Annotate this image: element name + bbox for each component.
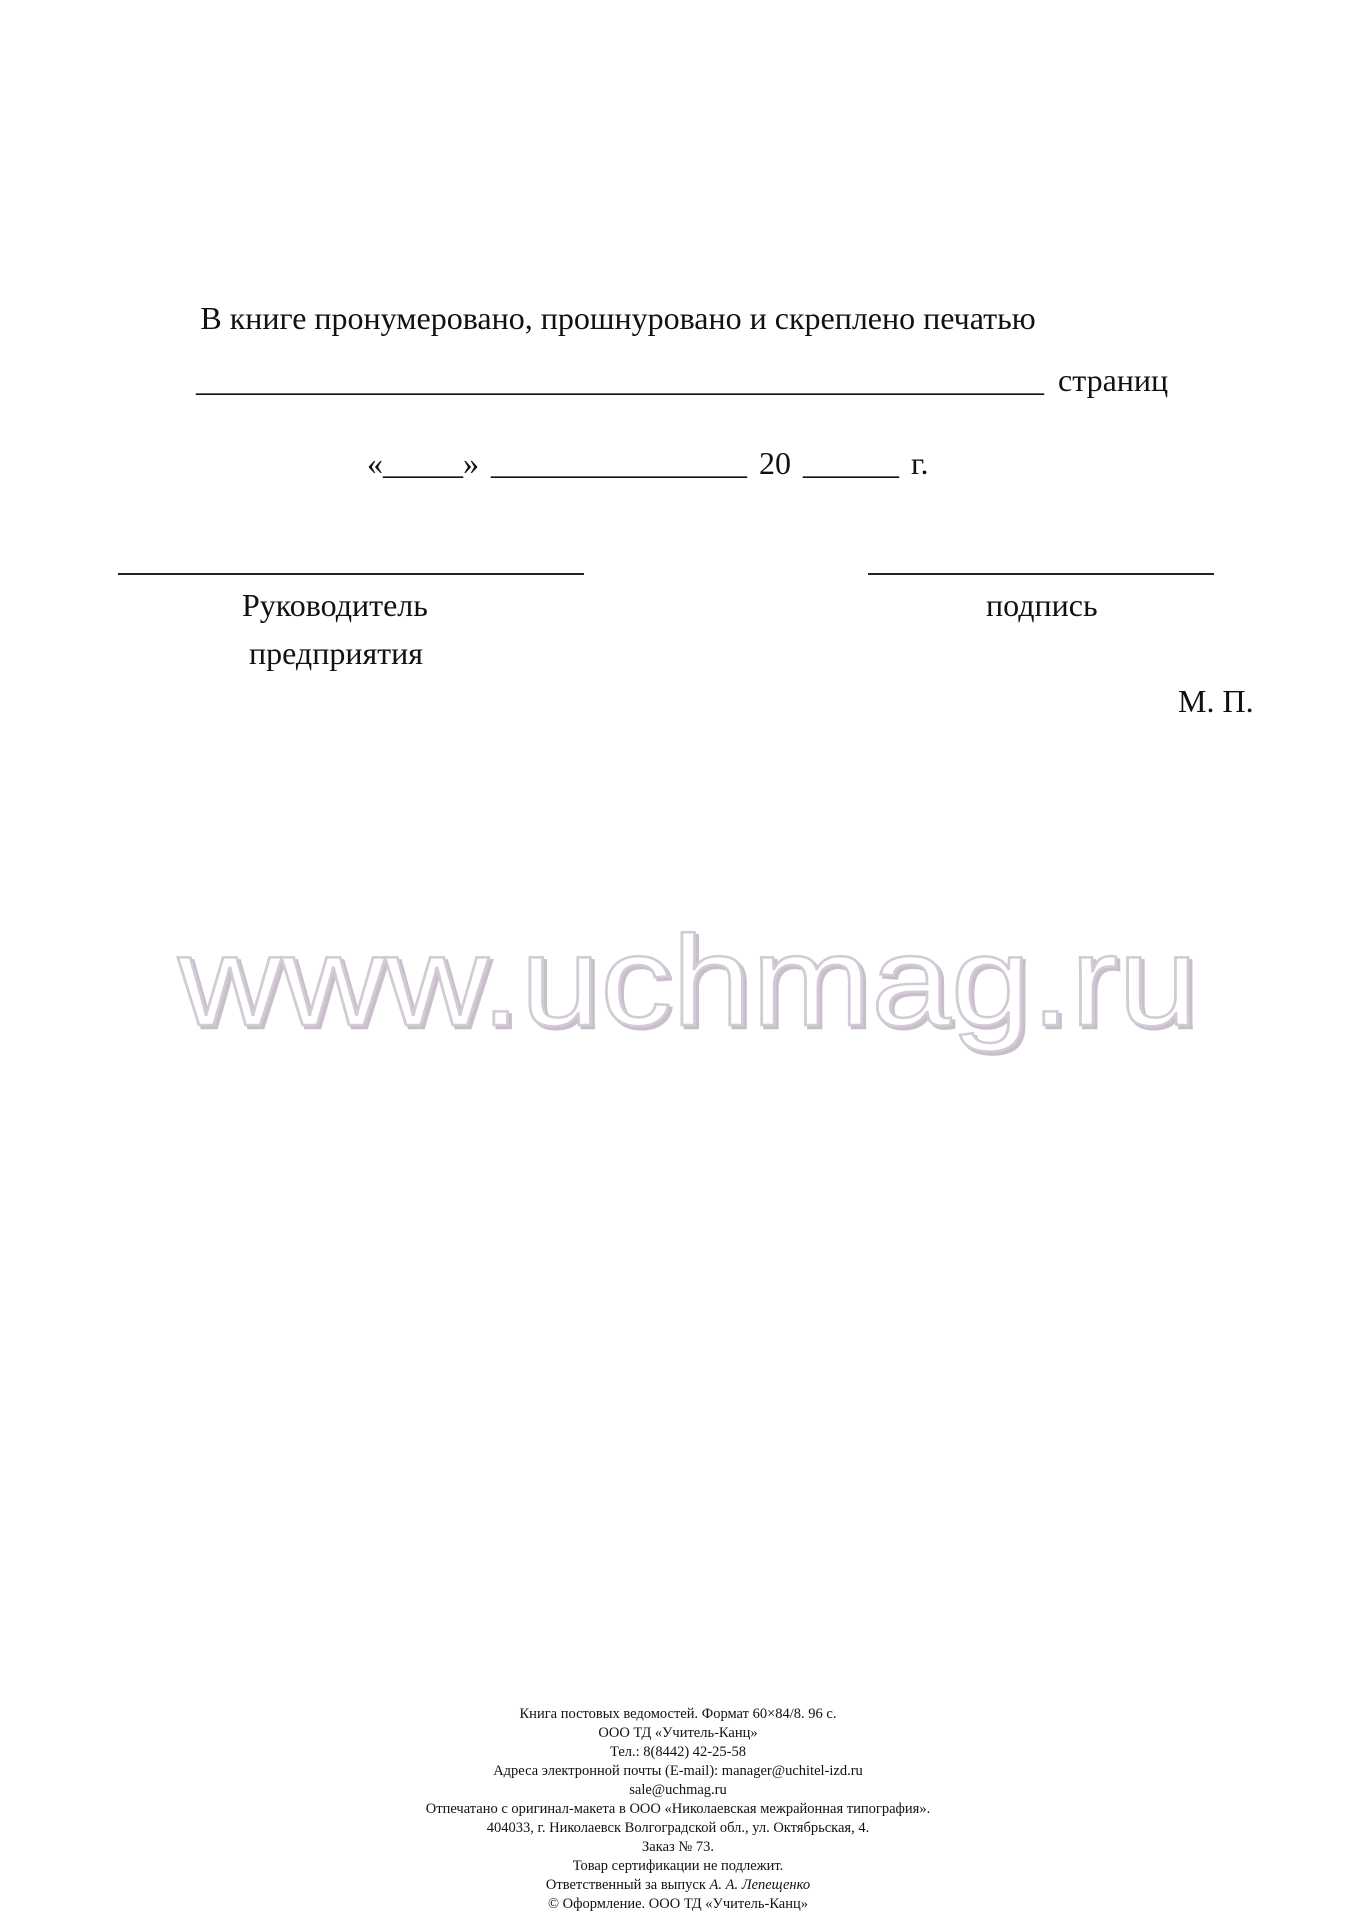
head-signature-rule <box>118 573 584 575</box>
imprint-line: Заказ № 73. <box>642 1839 714 1855</box>
signature-rule <box>868 573 1214 575</box>
watermark-logo <box>0 915 1356 1065</box>
date-month-blank: ________________ <box>491 445 747 481</box>
date-year-blank: ______ <box>803 445 899 481</box>
date-year-prefix: 20 <box>759 445 791 481</box>
signature-label: подпись <box>986 587 1098 623</box>
date-suffix: г. <box>911 445 929 481</box>
pages-word: страниц <box>1058 362 1169 398</box>
imprint-line: ООО ТД «Учитель-Канц» <box>598 1725 758 1741</box>
date-day-blank: «_____» <box>367 445 479 481</box>
imprint-line: Адреса электронной почты (E-mail): manager@uchitel-izd.ru <box>493 1763 863 1779</box>
pages-count-line <box>196 364 1168 396</box>
stamp-label: М. П. <box>1178 683 1254 719</box>
certification-text: В книге пронумеровано, прошнуровано и скреплено печатью <box>200 300 1036 336</box>
imprint-line: © Оформление. ООО ТД «Учитель-Канц» <box>547 1896 809 1912</box>
imprint-line: Товар сертификации не подлежит. <box>572 1858 784 1874</box>
watermark-text: www.uchmag.ru <box>176 915 1198 1053</box>
head-label: Руководитель <box>242 587 428 623</box>
imprint-line: 404033, г. Николаевск Волгоградской обл., ул. Октябрьская, 4. <box>486 1820 870 1836</box>
date-line <box>367 447 929 479</box>
head-label-organization: предприятия <box>249 635 423 671</box>
responsible-name: А. А. Лепещенко <box>709 1877 811 1893</box>
imprint-line: sale@uchmag.ru <box>629 1782 727 1798</box>
imprint-line: Тел.: 8(8442) 42-25-58 <box>610 1744 746 1760</box>
imprint-line: Отпечатано с оригинал-макета в ООО «Николаевская межрайонная типография». <box>425 1801 931 1817</box>
pages-blank: _____________________________________________________ <box>196 362 1044 398</box>
imprint-line: Книга постовых ведомостей. Формат 60×84/8. 96 с. <box>519 1706 837 1722</box>
certification-statement <box>0 302 1356 334</box>
imprint-line-responsible <box>0 1876 1356 1895</box>
responsible-prefix: Ответственный за выпуск <box>545 1877 706 1893</box>
imprint-block <box>0 1705 1356 1914</box>
